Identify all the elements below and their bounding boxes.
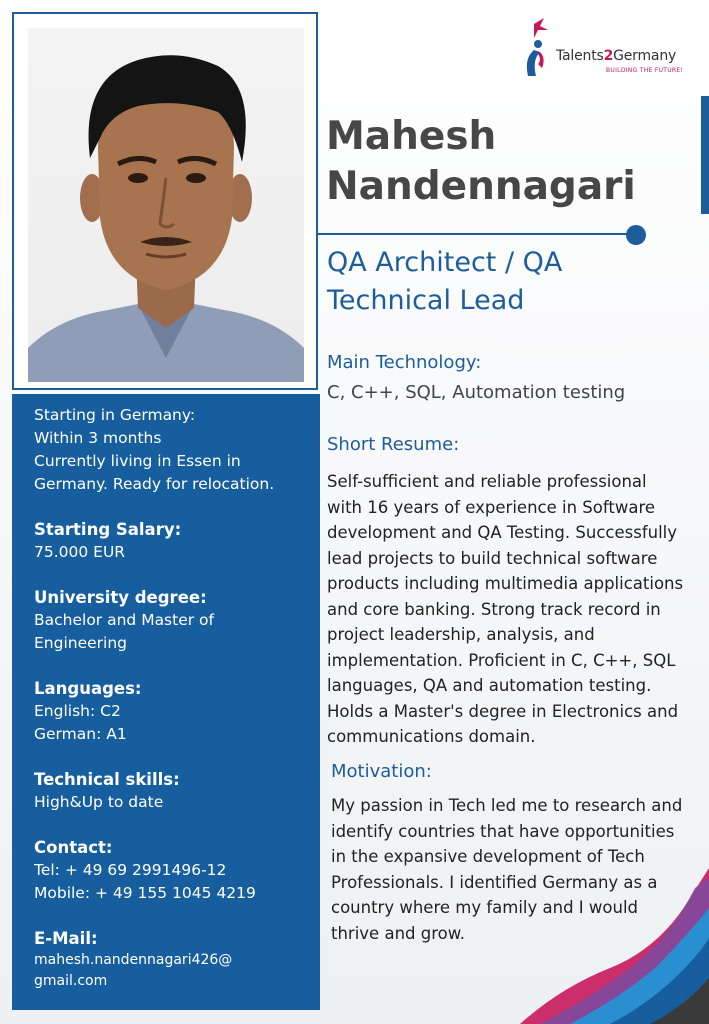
last-name: Nandennagari — [326, 164, 636, 209]
photo-frame — [12, 12, 318, 390]
starting-value: Within 3 months — [34, 429, 162, 447]
motivation-line: in the expansive development of Tech — [331, 847, 645, 866]
resume-line: project leadership, analysis, and — [327, 625, 595, 644]
resume-line: products including multimedia applications — [327, 574, 684, 593]
candidate-name — [326, 112, 636, 212]
degree-line-1: Bachelor and Master of — [34, 611, 214, 629]
degree-label: University degree: — [34, 588, 207, 607]
language-english: English: C2 — [34, 702, 121, 720]
decorative-waves — [520, 868, 709, 1024]
skills-label: Technical skills: — [34, 770, 180, 789]
email-label: E-Mail: — [34, 929, 98, 948]
resume-line: development and QA Testing. Successfully — [327, 523, 678, 542]
email-line-2[interactable]: gmail.com — [34, 973, 108, 989]
resume-line: communications domain. — [327, 727, 536, 746]
motivation-line: My passion in Tech led me to research and — [331, 796, 683, 815]
skills-value: High&Up to date — [34, 793, 164, 811]
logo-brand-2: 2 — [603, 48, 614, 64]
divider-dot — [626, 225, 646, 245]
contact-block — [34, 836, 310, 905]
tech-value: C, C++, SQL, Automation testing — [327, 382, 626, 403]
tech-label: Main Technology: — [327, 352, 482, 373]
resume-line: lead projects to build technical software — [327, 548, 658, 568]
motivation-line: identify countries that have opportunities — [331, 821, 675, 841]
languages-label: Languages: — [34, 679, 142, 698]
name-divider — [318, 233, 632, 235]
contact-label: Contact: — [34, 838, 113, 857]
logo-figure-icon — [520, 14, 554, 80]
job-title-line-1: QA Architect / QA — [327, 247, 563, 278]
starting-block — [34, 404, 310, 496]
starting-label: Starting in Germany: — [34, 406, 196, 424]
first-name: Mahesh — [326, 114, 497, 159]
living-line-2: Germany. Ready for relocation. — [34, 475, 275, 493]
resume-line: with 16 years of experience in Software — [327, 497, 656, 517]
logo-brand-3: Germany — [613, 48, 677, 64]
resume-line: languages, QA and automation testing. — [327, 676, 652, 695]
talents2germany-logo — [520, 14, 700, 84]
job-title — [327, 244, 562, 320]
skills-block — [34, 768, 310, 814]
accent-bar — [701, 96, 709, 214]
motivation-label: Motivation: — [331, 761, 432, 782]
salary-value: 75.000 EUR — [34, 543, 126, 561]
resume-line: and core banking. Strong track record in — [327, 599, 661, 619]
salary-label: Starting Salary: — [34, 520, 182, 539]
motivation-line: thrive and grow. — [331, 923, 465, 943]
resume-line: Holds a Master's degree in Electronics and — [327, 701, 679, 721]
email-block — [34, 927, 310, 992]
contact-tel[interactable]: Tel: + 49 69 2991496-12 — [34, 861, 227, 879]
resume-line: Self-sufficient and reliable professional — [327, 472, 647, 491]
salary-block — [34, 518, 310, 564]
living-line-1: Currently living in Essen in — [34, 452, 241, 470]
resume-label: Short Resume: — [327, 434, 460, 455]
contact-mobile[interactable]: Mobile: + 49 155 1045 4219 — [34, 884, 256, 902]
degree-line-2: Engineering — [34, 634, 127, 652]
logo-brand-1: Talents — [556, 48, 604, 64]
degree-block — [34, 586, 310, 655]
motivation-line: Professionals. I identified Germany as a — [331, 872, 658, 892]
languages-block — [34, 677, 310, 746]
logo-tagline: BUILDING THE FUTURE! — [606, 67, 684, 74]
profile-photo — [28, 28, 304, 382]
job-title-line-2: Technical Lead — [327, 285, 525, 316]
motivation-line: country where my family and I would — [331, 898, 639, 917]
language-german: German: A1 — [34, 725, 127, 743]
info-sidebar — [12, 394, 320, 1010]
email-line-1[interactable]: mahesh.nandennagari426@ — [34, 952, 233, 968]
logo-text — [556, 48, 676, 64]
resume-text — [327, 469, 683, 750]
resume-line: implementation. Proficient in C, C++, SQL — [327, 650, 676, 670]
